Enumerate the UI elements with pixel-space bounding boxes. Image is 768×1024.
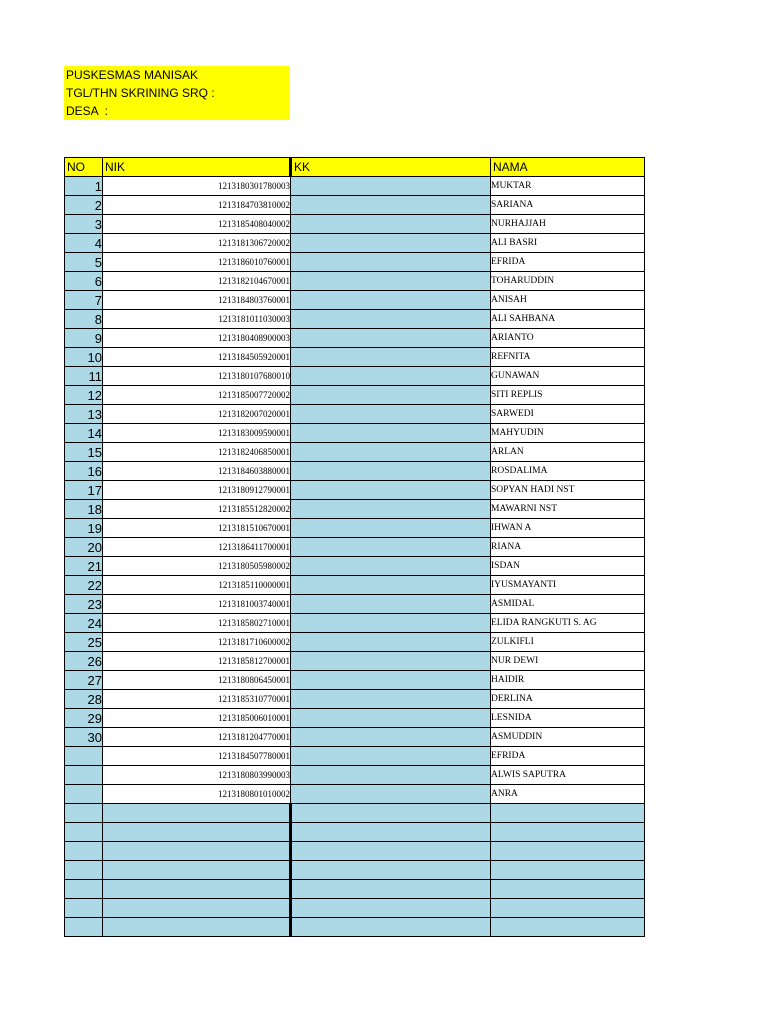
table-header-row <box>65 158 645 177</box>
cell-no[interactable]: 26 <box>65 652 103 671</box>
empty-cell-nik[interactable] <box>103 880 291 899</box>
cell-nama[interactable]: ASMIDAL <box>491 595 645 614</box>
cell-no[interactable]: 4 <box>65 234 103 253</box>
cell-nama[interactable]: RIANA <box>491 538 645 557</box>
cell-nik[interactable]: 1213180301780003 <box>103 177 291 196</box>
empty-row <box>65 918 645 937</box>
cell-nama[interactable]: NUR DEWI <box>491 652 645 671</box>
cell-nik[interactable]: 1213182104670001 <box>103 272 291 291</box>
cell-no[interactable] <box>65 747 103 766</box>
cell-kk[interactable] <box>291 405 491 424</box>
table-row <box>65 234 645 253</box>
table-row <box>65 576 645 595</box>
cell-nik[interactable]: 1213185006010001 <box>103 709 291 728</box>
table-row <box>65 709 645 728</box>
cell-nama[interactable]: ARLAN <box>491 443 645 462</box>
empty-row <box>65 842 645 861</box>
cell-nik[interactable]: 1213182007020001 <box>103 405 291 424</box>
cell-kk[interactable] <box>291 348 491 367</box>
empty-row <box>65 880 645 899</box>
table-row <box>65 690 645 709</box>
cell-kk[interactable] <box>291 766 491 785</box>
cell-nama[interactable]: HAIDIR <box>491 671 645 690</box>
cell-kk[interactable] <box>291 481 491 500</box>
cell-kk[interactable] <box>291 538 491 557</box>
cell-nik[interactable]: 1213186411700001 <box>103 538 291 557</box>
empty-cell-no[interactable] <box>65 899 103 918</box>
cell-nama[interactable]: NURHAJJAH <box>491 215 645 234</box>
cell-no[interactable]: 3 <box>65 215 103 234</box>
cell-nik[interactable]: 1213181011030003 <box>103 310 291 329</box>
empty-cell-nik[interactable] <box>103 842 291 861</box>
empty-cell-no[interactable] <box>65 918 103 937</box>
cell-no[interactable]: 13 <box>65 405 103 424</box>
cell-nama[interactable]: ANISAH <box>491 291 645 310</box>
cell-nik[interactable]: 1213183009590001 <box>103 424 291 443</box>
cell-nik[interactable]: 1213181710600002 <box>103 633 291 652</box>
empty-row <box>65 804 645 823</box>
table-row <box>65 462 645 481</box>
cell-nama[interactable]: MUKTAR <box>491 177 645 196</box>
cell-no[interactable]: 7 <box>65 291 103 310</box>
cell-nik[interactable]: 1213180505980002 <box>103 557 291 576</box>
table-row <box>65 785 645 804</box>
screening-table <box>64 157 645 937</box>
cell-kk[interactable] <box>291 215 491 234</box>
cell-nik[interactable]: 1213186010760001 <box>103 253 291 272</box>
empty-cell-kk[interactable] <box>291 918 491 937</box>
cell-kk[interactable] <box>291 272 491 291</box>
cell-no[interactable]: 11 <box>65 367 103 386</box>
cell-no[interactable]: 17 <box>65 481 103 500</box>
empty-cell-kk[interactable] <box>291 823 491 842</box>
cell-nama[interactable]: LESNIDA <box>491 709 645 728</box>
cell-nama[interactable]: ZULKIFLI <box>491 633 645 652</box>
cell-nama[interactable]: SITI REPLIS <box>491 386 645 405</box>
cell-nik[interactable]: 1213181510670001 <box>103 519 291 538</box>
table-row <box>65 766 645 785</box>
empty-cell-nama[interactable] <box>491 861 645 880</box>
empty-cell-kk[interactable] <box>291 842 491 861</box>
cell-no[interactable]: 6 <box>65 272 103 291</box>
puskesmas-title: PUSKESMAS MANISAK <box>66 68 199 82</box>
table-row <box>65 671 645 690</box>
cell-nik[interactable]: 1213184507780001 <box>103 747 291 766</box>
table-row <box>65 272 645 291</box>
cell-kk[interactable] <box>291 500 491 519</box>
empty-cell-no[interactable] <box>65 861 103 880</box>
cell-no[interactable]: 18 <box>65 500 103 519</box>
table-row <box>65 253 645 272</box>
cell-kk[interactable] <box>291 709 491 728</box>
cell-nama[interactable]: TOHARUDDIN <box>491 272 645 291</box>
cell-no[interactable]: 22 <box>65 576 103 595</box>
empty-cell-nik[interactable] <box>103 861 291 880</box>
table-row <box>65 196 645 215</box>
table-row <box>65 367 645 386</box>
table-row <box>65 728 645 747</box>
cell-nik[interactable]: 1213185802710001 <box>103 614 291 633</box>
cell-kk[interactable] <box>291 671 491 690</box>
cell-nama[interactable]: IYUSMAYANTI <box>491 576 645 595</box>
empty-cell-nik[interactable] <box>103 804 291 823</box>
cell-nama[interactable]: IHWAN A <box>491 519 645 538</box>
cell-no[interactable]: 28 <box>65 690 103 709</box>
cell-no[interactable]: 16 <box>65 462 103 481</box>
sheet-header <box>64 66 290 120</box>
cell-kk[interactable] <box>291 310 491 329</box>
table-row <box>65 747 645 766</box>
cell-no[interactable]: 14 <box>65 424 103 443</box>
cell-nama[interactable]: EFRIDA <box>491 747 645 766</box>
cell-no[interactable]: 10 <box>65 348 103 367</box>
cell-kk[interactable] <box>291 614 491 633</box>
cell-kk[interactable] <box>291 785 491 804</box>
cell-kk[interactable] <box>291 386 491 405</box>
empty-cell-kk[interactable] <box>291 899 491 918</box>
table-row <box>65 177 645 196</box>
cell-no[interactable]: 23 <box>65 595 103 614</box>
table-row <box>65 633 645 652</box>
table-row <box>65 500 645 519</box>
cell-nik[interactable]: 1213185812700001 <box>103 652 291 671</box>
table-row <box>65 481 645 500</box>
table-row <box>65 291 645 310</box>
cell-no[interactable] <box>65 785 103 804</box>
cell-kk[interactable] <box>291 633 491 652</box>
table-row <box>65 443 645 462</box>
desa-label: DESA : <box>66 104 109 118</box>
cell-nama[interactable]: SARWEDI <box>491 405 645 424</box>
cell-nama[interactable]: SOPYAN HADI NST <box>491 481 645 500</box>
table-row <box>65 386 645 405</box>
cell-no[interactable]: 9 <box>65 329 103 348</box>
cell-no[interactable]: 15 <box>65 443 103 462</box>
cell-no[interactable]: 30 <box>65 728 103 747</box>
table-row <box>65 310 645 329</box>
cell-nik[interactable]: 1213181204770001 <box>103 728 291 747</box>
cell-nama[interactable]: EFRIDA <box>491 253 645 272</box>
column-header-nik[interactable]: NIK <box>103 158 291 177</box>
cell-kk[interactable] <box>291 424 491 443</box>
cell-no[interactable]: 20 <box>65 538 103 557</box>
cell-nama[interactable]: SARIANA <box>491 196 645 215</box>
cell-nama[interactable]: MAHYUDIN <box>491 424 645 443</box>
cell-nik[interactable]: 1213185408040002 <box>103 215 291 234</box>
cell-nama[interactable]: REFNITA <box>491 348 645 367</box>
cell-nama[interactable]: ROSDALIMA <box>491 462 645 481</box>
cell-kk[interactable] <box>291 234 491 253</box>
cell-nama[interactable]: ARIANTO <box>491 329 645 348</box>
cell-kk[interactable] <box>291 443 491 462</box>
column-header-no[interactable]: NO <box>65 158 103 177</box>
table-row <box>65 329 645 348</box>
cell-kk[interactable] <box>291 367 491 386</box>
cell-nik[interactable]: 1213185310770001 <box>103 690 291 709</box>
column-header-kk[interactable]: KK <box>291 158 491 177</box>
empty-cell-no[interactable] <box>65 823 103 842</box>
table-row <box>65 652 645 671</box>
cell-nik[interactable]: 1213180806450001 <box>103 671 291 690</box>
cell-kk[interactable] <box>291 177 491 196</box>
cell-kk[interactable] <box>291 196 491 215</box>
cell-kk[interactable] <box>291 291 491 310</box>
cell-nik[interactable]: 1213185007720002 <box>103 386 291 405</box>
table-row <box>65 405 645 424</box>
cell-nama[interactable]: ISDAN <box>491 557 645 576</box>
empty-cell-kk[interactable] <box>291 861 491 880</box>
screening-date-label: TGL/THN SKRINING SRQ : <box>66 86 215 100</box>
cell-no[interactable]: 8 <box>65 310 103 329</box>
empty-cell-kk[interactable] <box>291 804 491 823</box>
cell-nik[interactable]: 1213181003740001 <box>103 595 291 614</box>
cell-nik[interactable]: 1213180912790001 <box>103 481 291 500</box>
empty-cell-nama[interactable] <box>491 823 645 842</box>
cell-nik[interactable]: 1213184803760001 <box>103 291 291 310</box>
empty-cell-nik[interactable] <box>103 899 291 918</box>
empty-cell-nik[interactable] <box>103 823 291 842</box>
cell-nik[interactable]: 1213182406850001 <box>103 443 291 462</box>
empty-cell-nama[interactable] <box>491 918 645 937</box>
empty-row <box>65 861 645 880</box>
cell-no[interactable]: 2 <box>65 196 103 215</box>
cell-no[interactable]: 24 <box>65 614 103 633</box>
empty-row <box>65 899 645 918</box>
cell-nama[interactable]: MAWARNI NST <box>491 500 645 519</box>
cell-no[interactable]: 29 <box>65 709 103 728</box>
cell-no[interactable]: 12 <box>65 386 103 405</box>
cell-nik[interactable]: 1213180803990003 <box>103 766 291 785</box>
table-row <box>65 538 645 557</box>
cell-nama[interactable]: ASMUDDIN <box>491 728 645 747</box>
empty-cell-no[interactable] <box>65 804 103 823</box>
cell-no[interactable]: 27 <box>65 671 103 690</box>
cell-no[interactable]: 19 <box>65 519 103 538</box>
cell-no[interactable]: 21 <box>65 557 103 576</box>
empty-cell-nama[interactable] <box>491 899 645 918</box>
cell-no[interactable]: 25 <box>65 633 103 652</box>
cell-nama[interactable]: ANRA <box>491 785 645 804</box>
empty-cell-nik[interactable] <box>103 918 291 937</box>
cell-kk[interactable] <box>291 690 491 709</box>
cell-no[interactable] <box>65 766 103 785</box>
cell-nik[interactable]: 1213180408900003 <box>103 329 291 348</box>
table-row <box>65 557 645 576</box>
empty-cell-kk[interactable] <box>291 880 491 899</box>
cell-kk[interactable] <box>291 576 491 595</box>
cell-nama[interactable]: ELIDA RANGKUTI S. AG <box>491 614 645 633</box>
table-row <box>65 348 645 367</box>
empty-cell-nama[interactable] <box>491 842 645 861</box>
empty-row <box>65 823 645 842</box>
empty-cell-nama[interactable] <box>491 804 645 823</box>
cell-nik[interactable]: 1213180107680010 <box>103 367 291 386</box>
cell-kk[interactable] <box>291 557 491 576</box>
cell-nama[interactable]: ALI BASRI <box>491 234 645 253</box>
cell-nik[interactable]: 1213180801010002 <box>103 785 291 804</box>
table-row <box>65 519 645 538</box>
empty-cell-nama[interactable] <box>491 880 645 899</box>
cell-nama[interactable]: ALI SAHBANA <box>491 310 645 329</box>
table-row <box>65 595 645 614</box>
cell-kk[interactable] <box>291 519 491 538</box>
cell-no[interactable]: 1 <box>65 177 103 196</box>
cell-nik[interactable]: 1213184703810002 <box>103 196 291 215</box>
cell-kk[interactable] <box>291 253 491 272</box>
cell-kk[interactable] <box>291 747 491 766</box>
cell-nik[interactable]: 1213184505920001 <box>103 348 291 367</box>
column-header-nama[interactable]: NAMA <box>491 158 645 177</box>
table-row <box>65 215 645 234</box>
cell-nik[interactable]: 1213185512820002 <box>103 500 291 519</box>
cell-kk[interactable] <box>291 728 491 747</box>
empty-cell-no[interactable] <box>65 842 103 861</box>
cell-nik[interactable]: 1213181306720002 <box>103 234 291 253</box>
cell-kk[interactable] <box>291 595 491 614</box>
empty-cell-no[interactable] <box>65 880 103 899</box>
table-row <box>65 614 645 633</box>
cell-kk[interactable] <box>291 652 491 671</box>
cell-nama[interactable]: GUNAWAN <box>491 367 645 386</box>
cell-nik[interactable]: 1213185110000001 <box>103 576 291 595</box>
cell-nama[interactable]: DERLINA <box>491 690 645 709</box>
cell-kk[interactable] <box>291 329 491 348</box>
cell-nama[interactable]: ALWIS SAPUTRA <box>491 766 645 785</box>
cell-kk[interactable] <box>291 462 491 481</box>
cell-nik[interactable]: 1213184603880001 <box>103 462 291 481</box>
table-row <box>65 424 645 443</box>
cell-no[interactable]: 5 <box>65 253 103 272</box>
